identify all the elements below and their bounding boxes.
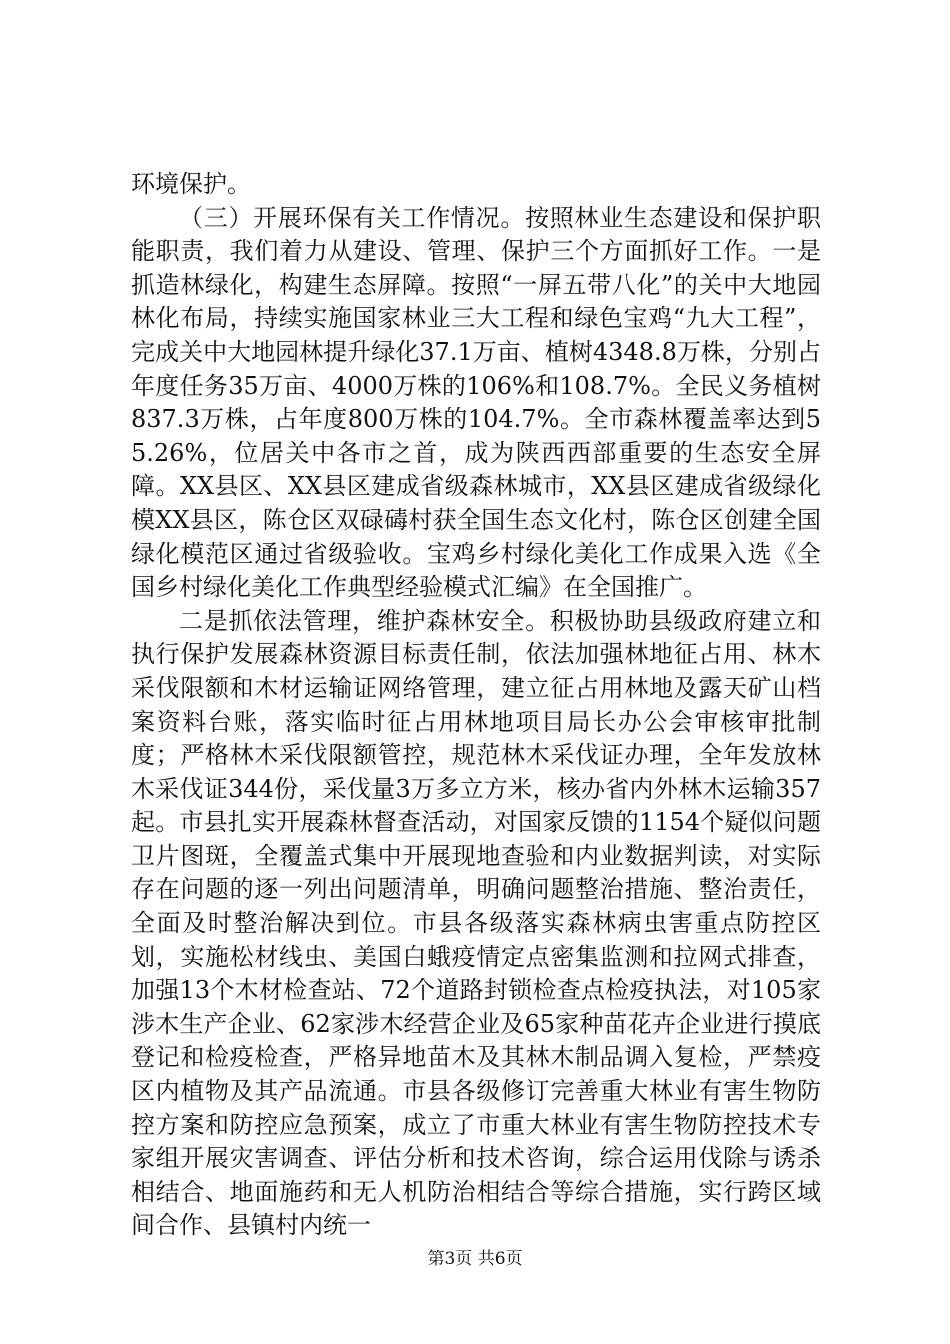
document-body [131, 168, 821, 1243]
paragraph-legal-management: 二是抓依法管理，维护森林安全。积极协助县级政府建立和执行保护发展森林资源目标责任制，依法加强林地征占用、林木采伐限额和木材运输证网络管理，建立征占用林地及露天矿山档案资料台账，落实临时征占用林地项目局长办公会审核审批制度；严格林木采伐限额管控，规范林木采伐证办理，全年发放林木采伐证344份，采伐量3万多立方米，核办省内外林木运输357起。市县扎实开展森林督查活动，对国家反馈的1154个疑似问题卫片图斑，全覆盖式集中开展现地查验和内业数据判读，对实际存在问题的逐一列出问题清单，明确问题整治措施、整治责任，全面及时整治解决到位。市县各级落实森林病虫害重点防控区划，实施松材线虫、美国白蛾疫情定点密集监测和拉网式排查，加强13个木材检查站、72个道路封锁检查点检疫执法，对105家涉木生产企业、62家涉木经营企业及65家种苗花卉企业进行摸底登记和检疫检查，严格异地苗木及其林木制品调入复检，严禁疫区内植物及其产品流通。市县各级修订完善重大林业有害生物防控方案和防控应急预案，成立了市重大林业有害生物防控技术专家组开展灾害调查、评估分析和技术咨询，综合运用伐除与诱杀相结合、地面施药和无人机防治相结合等综合措施，实行跨区域间合作、县镇村内统一 [131, 606, 821, 1240]
paragraph-section-three: （三）开展环保有关工作情况。按照林业生态建设和保护职能职责，我们着力从建设、管理、保护三个方面抓好工作。一是抓造林绿化，构建生态屏障。按照“一屏五带八化”的关中大地园林化布局，持续实施国家林业三大工程和绿色宝鸡“九大工程”，完成关中大地园林提升绿化37.1万亩、植树4348.8万株，分别占年度任务35万亩、4000万株的106%和108.7%。全民义务植树837.3万株，占年度800万株的104.7%。全市森林覆盖率达到55.26%，位居关中各市之首，成为陕西西部重要的生态安全屏障。XX县区、XX县区建成省级森林城市，XX县区建成省级绿化模XX县区，陈仓区双碌碡村获全国生态文化村，陈仓区创建全国绿化模范区通过省级验收。宝鸡乡村绿化美化工作成果入选《全国乡村绿化美化工作典型经验模式汇编》在全国推广。 [131, 203, 821, 602]
paragraph-continuation: 环境保护。 [131, 170, 251, 198]
page-number-footer: 第3页 共6页 [427, 1249, 523, 1269]
